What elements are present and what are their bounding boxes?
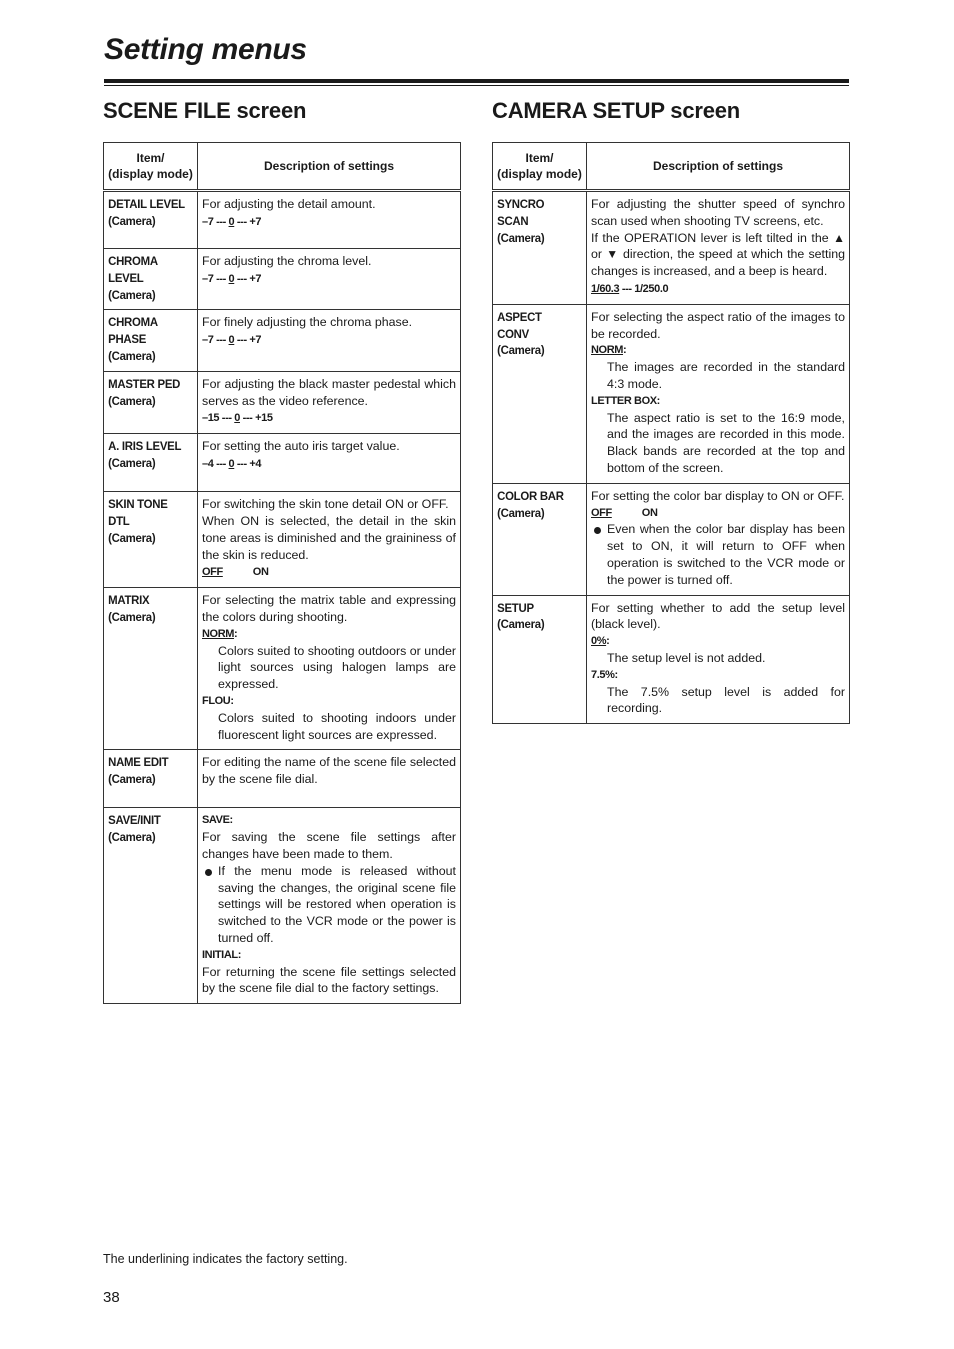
item-cell: MASTER PED (Camera) [104,371,190,433]
description-cell: For adjusting the black master pedestal which serves as the video reference. –15 --- 0 --- +15 [198,371,461,433]
item-cell: NAME EDIT (Camera) [104,750,190,808]
description-cell: SAVE: For saving the scene file settings after changes have been made to them. If the menu mode is released without saving the changes, the original scene file settings will be restored when operation is switched to the VCR mode or the power is turned off. INITIAL: For returning the scene file settings selected by the scene file dial to the factory settings. [198,808,461,1004]
description-cell: For finely adjusting the chroma phase. –7 --- 0 --- +7 [198,310,461,371]
description-cell: For selecting the matrix table and expressing the colors during shooting. NORM: Colors suited to shooting outdoors or under light sources using halogen lamps are expressed. FLOU: Colors suited to shooting indoors under fluorescent light sources are expressed. [198,588,461,750]
item-cell: SETUP (Camera) [493,595,579,724]
header-description: Description of settings [587,143,850,191]
table-row [104,191,461,249]
description-cell: For adjusting the detail amount. –7 --- 0 --- +7 [198,191,461,249]
description-cell: For setting the color bar display to ON or OFF. OFF ON Even when the color bar display has been set to ON, it will return to OFF when operation is switched to the VCR mode or the power is turned off. [587,483,850,595]
table-row [104,434,461,492]
description-cell: For selecting the aspect ratio of the images to be recorded. NORM: The images are recorded in the standard 4:3 mode. LETTER BOX: The aspect ratio is set to the 16:9 mode, and the images are recorded in this mode. Black bands are recorded at the top and bottom of the screen. [587,304,850,483]
description-cell: For editing the name of the scene file selected by the scene file dial. [198,750,461,808]
item-cell: CHROMA LEVEL (Camera) [104,249,190,310]
table-row [493,191,850,305]
item-cell: SYNCRO SCAN (Camera) [493,191,579,305]
table-row [493,595,850,724]
footnote: The underlining indicates the factory setting. [103,1252,348,1266]
table-header [104,143,461,191]
item-cell: DETAIL LEVEL (Camera) [104,191,190,249]
item-cell: CHROMA PHASE (Camera) [104,310,190,371]
item-cell: COLOR BAR (Camera) [493,483,579,595]
title-rule-thin [104,85,849,86]
item-cell: ASPECT CONV (Camera) [493,304,579,483]
table-row [493,483,850,595]
page-title: Setting menus [104,33,307,66]
scene-file-table [103,142,461,1004]
table-header [493,143,850,191]
scene-file-heading: SCENE FILE screen [103,98,307,123]
description-cell: For switching the skin tone detail ON or OFF. When ON is selected, the detail in the skin tone areas is diminished and the graininess of the skin is reduced. OFF ON [198,492,461,588]
camera-setup-table [492,142,850,724]
bullet-item: If the menu mode is released without saving the changes, the original scene file settings will be restored when operation is switched to the VCR mode or the power is turned off. [202,863,456,947]
table-row [104,371,461,433]
description-cell: For adjusting the chroma level. –7 --- 0 --- +7 [198,249,461,310]
description-cell: For adjusting the shutter speed of synchro scan used when shooting TV screens, etc. If the OPERATION lever is left tilted in the ▲ or ▼ direction, the speed at which the setting changes is increased, and a beep is heard. 1/60.3 --- 1/250.0 [587,191,850,305]
description-cell: For setting whether to add the setup level (black level). 0%: The setup level is not added. 7.5%: The 7.5% setup level is added for recording. [587,595,850,724]
description-cell: For setting the auto iris target value. –4 --- 0 --- +4 [198,434,461,492]
down-arrow-icon: ▼ [606,247,619,262]
header-item: Item/ (display mode) [493,143,587,191]
bullet-item: Even when the color bar display has been set to ON, it will return to OFF when operation is switched to the VCR mode or the power is turned off. [591,521,845,588]
header-item: Item/ (display mode) [104,143,198,191]
table-row [104,750,461,808]
item-cell: MATRIX (Camera) [104,588,190,750]
table-row [104,249,461,310]
table-row [104,588,461,750]
table-row [104,310,461,371]
page-number: 38 [103,1289,120,1306]
item-cell: A. IRIS LEVEL (Camera) [104,434,190,492]
table-row [493,304,850,483]
item-cell: SAVE/INIT (Camera) [104,808,190,1004]
item-cell: SKIN TONE DTL (Camera) [104,492,190,588]
camera-setup-heading: CAMERA SETUP screen [492,98,741,123]
table-row [104,492,461,588]
header-description: Description of settings [198,143,461,191]
title-rule-thick [104,79,849,83]
up-arrow-icon: ▲ [833,230,845,245]
table-row [104,808,461,1004]
